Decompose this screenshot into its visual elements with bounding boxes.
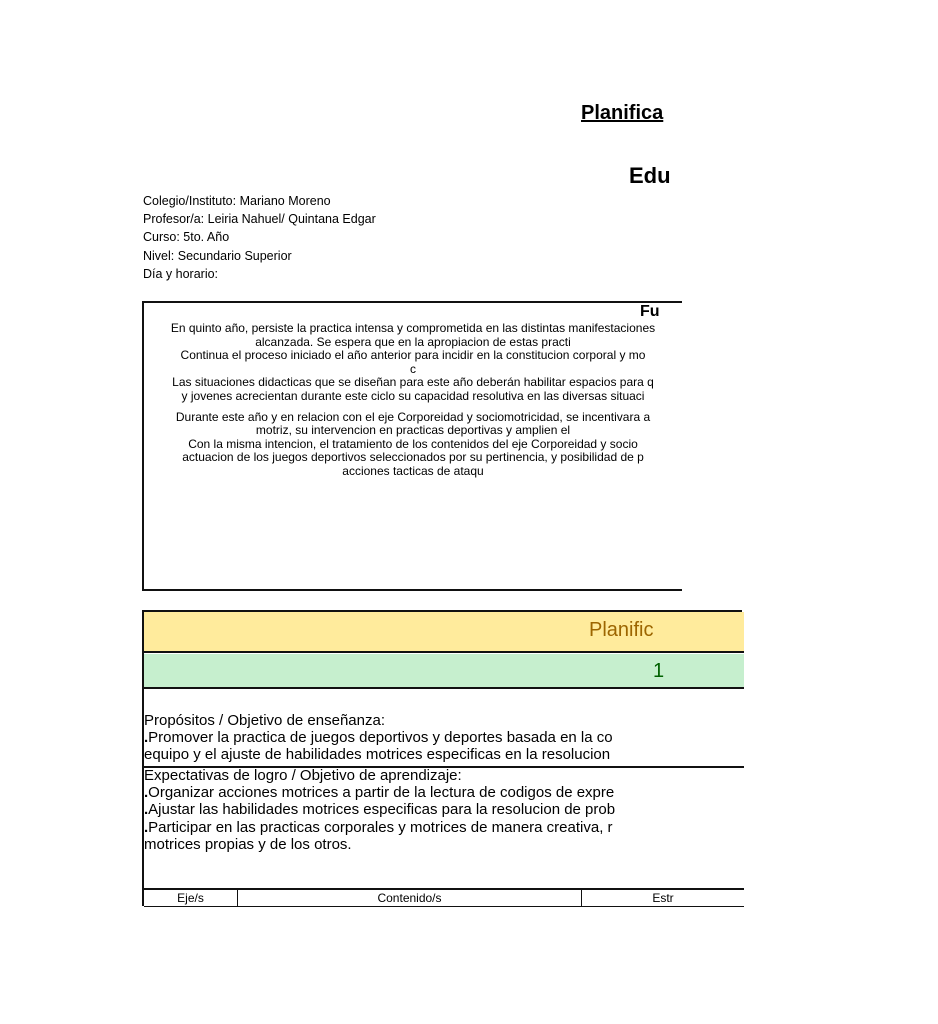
fund-line: motriz, su intervencion en practicas deportivas y amplien el [255,423,571,438]
fund-line: Las situaciones didacticas que se diseñan para este año deberán habilitar espacios para q [172,375,654,390]
teacher-line: Profesor/a: Leiria Nahuel/ Quintana Edgar [143,212,376,227]
fund-line: Continua el proceso iniciado el año anterior para incidir en la constitucion corporal y mo [180,348,646,363]
fund-line: alcanzada. Se espera que en la apropiacion de estas practi [255,334,571,349]
fund-line: actuacion de los juegos deportivos seleccionados por su pertinencia, y posibilidad de p [182,450,644,465]
level-line: Nivel: Secundario Superior [143,248,292,263]
fund-line: En quinto año, persiste la practica intensa y comprometida en las distintas manifestaciones [170,321,656,335]
fund-line: y jovenes acrecientan durante este ciclo su capacidad resolutiva en las diversas situaci [181,388,645,403]
schedule-line: Día y horario: [143,266,219,281]
expectativas-label: Expectativas de logro / Objetivo de aprendizaje: [144,767,462,784]
fund-line: Durante este año y en relacion con el eje Corporeidad y sociomotricidad, se incentivara a [175,409,651,424]
page-subtitle: Edu [629,163,671,188]
planificacion-header-text: Planific [589,619,654,641]
table-header-estrategia: Estr [652,891,674,905]
table-header-row [144,889,744,907]
period-text: 1 [653,660,665,682]
fundamentacion-text [0,322,938,479]
expectativa-item: motrices propias y de los otros. [144,835,352,853]
period-row [144,654,744,689]
proposito-item: equipo y el ajuste de habilidades motrices especificas en la resolucion [144,746,611,763]
fundamentacion-title: Fu [640,303,660,320]
proposito-item: .Promover la practica de juegos deportivos y deportes basada en la co [144,729,613,746]
planificacion-box [142,610,742,906]
propositos-label: Propósitos / Objetivo de enseñanza: [144,712,385,729]
fund-line: c [410,361,416,376]
fund-line: Con la misma intencion, el tratamiento de los contenidos del eje Corporeidad y socio [188,436,638,451]
course-info [143,192,376,283]
fund-line: acciones tacticas de ataqu [342,463,484,478]
page-title: Planifica [581,102,664,124]
propositos-section [144,712,784,763]
course-line: Curso: 5to. Año [143,230,230,245]
planificacion-header [144,612,744,653]
table-header-contenido: Contenido/s [238,889,582,907]
school-line: Colegio/Instituto: Mariano Moreno [143,194,331,208]
expectativas-section [144,767,784,853]
expectativa-item: .Ajustar las habilidades motrices especificas para la resolucion de prob [144,801,616,819]
expectativa-item: .Organizar acciones motrices a partir de la lectura de codigos de expre [144,784,615,802]
table-header-eje: Eje/s [144,889,238,907]
expectativa-item: .Participar en las practicas corporales y motrices de manera creativa, r [144,818,613,836]
fundamentacion-box [142,301,682,591]
